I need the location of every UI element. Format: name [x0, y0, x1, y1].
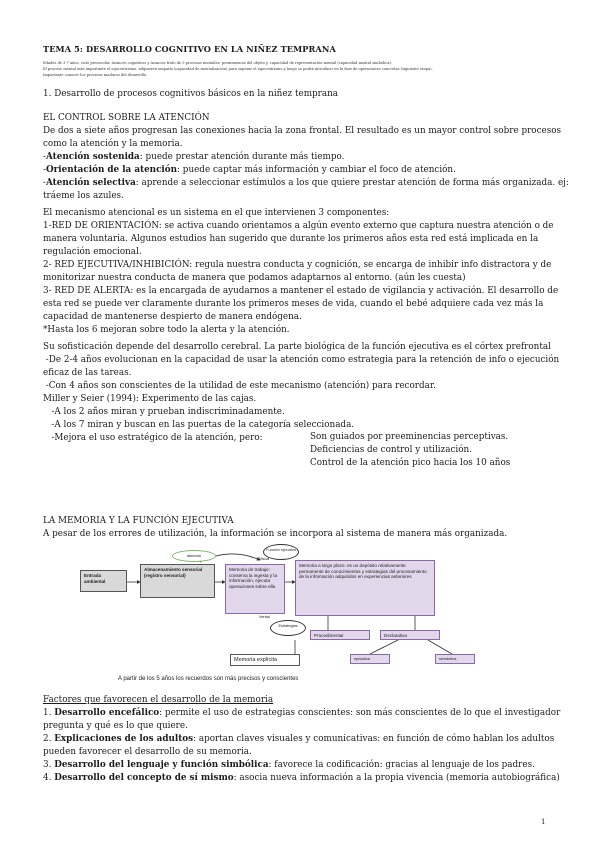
factor-item: pueden favorecer el desarrollo de su memoria.: [43, 747, 252, 757]
attention-item: -Atención selectiva: aprende a seleccionar estímulos a los que quiere prestar atención de forma más organizada. ej:: [43, 178, 569, 188]
paragraph-line: -De 2-4 años evolucionan en la capacidad de usar la atención como estrategia para la retención de info o ejecución: [43, 355, 560, 365]
memory-diagram: [80, 542, 540, 670]
procedimental-box: Procedimental: [310, 630, 370, 640]
paragraph-line: 1-RED DE ORIENTACIÓN: se activa cuando orientamos a algún evento externo que captura nuestra atención o de: [43, 221, 554, 231]
but-item: Control de la atención pico hacia los 10 años: [310, 458, 511, 468]
paragraph-line: 3- RED DE ALERTA: es la encargada de ayudarnos a mantener el estado de vigilancia y activación. El desarrollo de: [43, 286, 559, 296]
long-term-memory-box: Memoria a largo plazo: es un depósito relativamente permanente de conocimientos y estrategias del procesamiento de la información adquiridos en experiencias anteriores: [295, 560, 435, 616]
attention-heading: EL CONTROL SOBRE LA ATENCIÓN: [43, 113, 210, 123]
paragraph-line: *Hasta los 6 mejoran sobre todo la alerta y la atención.: [43, 325, 290, 335]
paragraph-line: Su sofisticación depende del desarrollo cerebral. La parte biológica de la función ejecutiva es el córtex prefrontal: [43, 342, 551, 352]
memory-intro: A pesar de los errores de utilización, la información se incorpora al sistema de manera más organizada.: [43, 529, 508, 539]
term: Explicaciones de los adultos: [54, 734, 194, 744]
memory-heading: LA MEMORIA Y LA FUNCIÓN EJECUTIVA: [43, 516, 234, 526]
almacenamiento-box: Almacenamiento sensorial (registro sensorial): [140, 564, 215, 598]
paragraph-line: tráeme los azules.: [43, 191, 124, 201]
paragraph-line: eficaz de las tareas.: [43, 368, 132, 378]
diagram-caption: A partir de los 5 años los recuerdos son más precisos y conscientes: [118, 676, 299, 682]
term: Orientación de la atención: [45, 165, 178, 175]
term: Atención selectiva: [45, 178, 136, 188]
semantica-box: semántica: [435, 654, 475, 664]
atencion-bubble: atención: [172, 550, 216, 562]
factors-heading: Factores que favorecen el desarrollo de la memoria: [43, 695, 274, 705]
paragraph-line: De dos a siete años progresan las conexiones hacia la zona frontal. El resultado es un mayor control sobre procesos: [43, 126, 562, 136]
explicit-memory-box: Memoria explícita: [230, 654, 300, 666]
factor-item: 3. Desarrollo del lenguaje y función simbólica: favorece la codificación: gracias al lenguaje de los padres.: [43, 760, 535, 770]
working-memory-box: Memoria de trabajo: conserva la ingesta y la información, ejecuta operaciones sobre ella: [225, 564, 285, 614]
paragraph-line: regulación emocional.: [43, 247, 142, 257]
paragraph-line: Miller y Seier (1994): Experimento de las cajas.: [43, 394, 257, 404]
episodica-box: episódica: [350, 654, 390, 664]
factor-item: 2. Explicaciones de los adultos: aportan claves visuales y comunicativas: en función de cómo hablan los adultos: [43, 734, 555, 744]
entrada-box: Entrada ambiental: [80, 570, 127, 592]
attention-item: -Orientación de la atención: puede captar más información y cambiar el foco de atención.: [43, 165, 456, 175]
estrategias-bubble: Estrategias: [270, 620, 306, 636]
factor-item: 4. Desarrollo del concepto de sí mismo: asocia nueva información a la propia vivencia (memoria autobiográfica): [43, 773, 560, 783]
factor-item: pregunta y qué es lo que quiere.: [43, 721, 188, 731]
paragraph-line: -Mejora el uso estratégico de la atención, pero:: [43, 433, 263, 443]
paragraph-line: como la atención y la memoria.: [43, 139, 183, 149]
page-title: TEMA 5: DESARROLLO COGNITIVO EN LA NIÑEZ TEMPRANA: [43, 44, 336, 54]
but-item: Deficiencias de control y utilización.: [310, 445, 472, 455]
but-item: Son guiados por preeminencias perceptivas.: [310, 432, 509, 442]
intro-line: Edades de 3-7 años, ciclo preescolar. Avances cognitivos y Avances fruto de 3 procesos mentales: permanencia del objeto y, capacidad de representación mental (capacidad mental simbólica).: [43, 61, 393, 65]
term: Desarrollo del concepto de sí mismo: [54, 773, 234, 783]
verbal-label: Verbal: [259, 615, 270, 619]
intro-line: Importante conocer los procesos maduros del desarrollo.: [43, 73, 148, 77]
funcion-ejecutiva-bubble: Función ejecutiva: [263, 544, 299, 560]
term: Desarrollo encefálico: [54, 708, 160, 718]
paragraph-line: monitorizar nuestra conducta de manera que podamos adaptarnos al entorno. (aún les cuesta): [43, 273, 466, 283]
visual-label: Visual: [259, 557, 270, 561]
paragraph-line: El mecanismo atencional es un sistema en el que intervienen 3 componentes:: [43, 208, 390, 218]
term: Desarrollo del lenguaje y función simbólica: [54, 760, 269, 770]
factor-item: 1. Desarrollo encefálico: permite el uso de estrategias conscientes: son más conscientes de lo que el investigador: [43, 708, 561, 718]
paragraph-line: 2- RED EJECUTIVA/INHIBICIÓN: regula nuestra conducta y cognición, se encarga de inhibir info distractora y de: [43, 260, 552, 270]
attention-section: [43, 112, 569, 445]
declarativa-box: Declarativa: [380, 630, 440, 640]
paragraph-line: manera voluntaria. Algunos estudios han sugerido que durante los primeros años esta red está implicada en la: [43, 234, 539, 244]
paragraph-line: -A los 7 miran y buscan en las puertas de la categoría seleccionada.: [43, 420, 355, 430]
paragraph-line: esta red se puede ver claramente durante los primeros meses de vida, cuando el bebé adquiere cada vez más la: [43, 299, 544, 309]
term: Atención sostenida: [45, 152, 140, 162]
section-heading: 1. Desarrollo de procesos cognitivos básicos en la niñez temprana: [43, 89, 339, 99]
attention-item: -Atención sostenida: puede prestar atención durante más tiempo.: [43, 152, 345, 162]
intro-line: El proceso mental más importante el egocentrismo, adquieren empatía (capacidad de mentalización) para superar el egocentrismo y luego se podrá introducir en la fase de operaciones concretas (siguiente etapa).: [43, 67, 433, 71]
factors-section: [43, 694, 563, 785]
page-number: 1: [541, 818, 546, 826]
paragraph-line: -A los 2 años miran y prueban indiscriminadamente.: [43, 407, 285, 417]
paragraph-line: -Con 4 años son conscientes de la utilidad de este mecanismo (atención) para recordar.: [43, 381, 436, 391]
paragraph-line: capacidad de mantenerse despierto de manera endógena.: [43, 312, 302, 322]
